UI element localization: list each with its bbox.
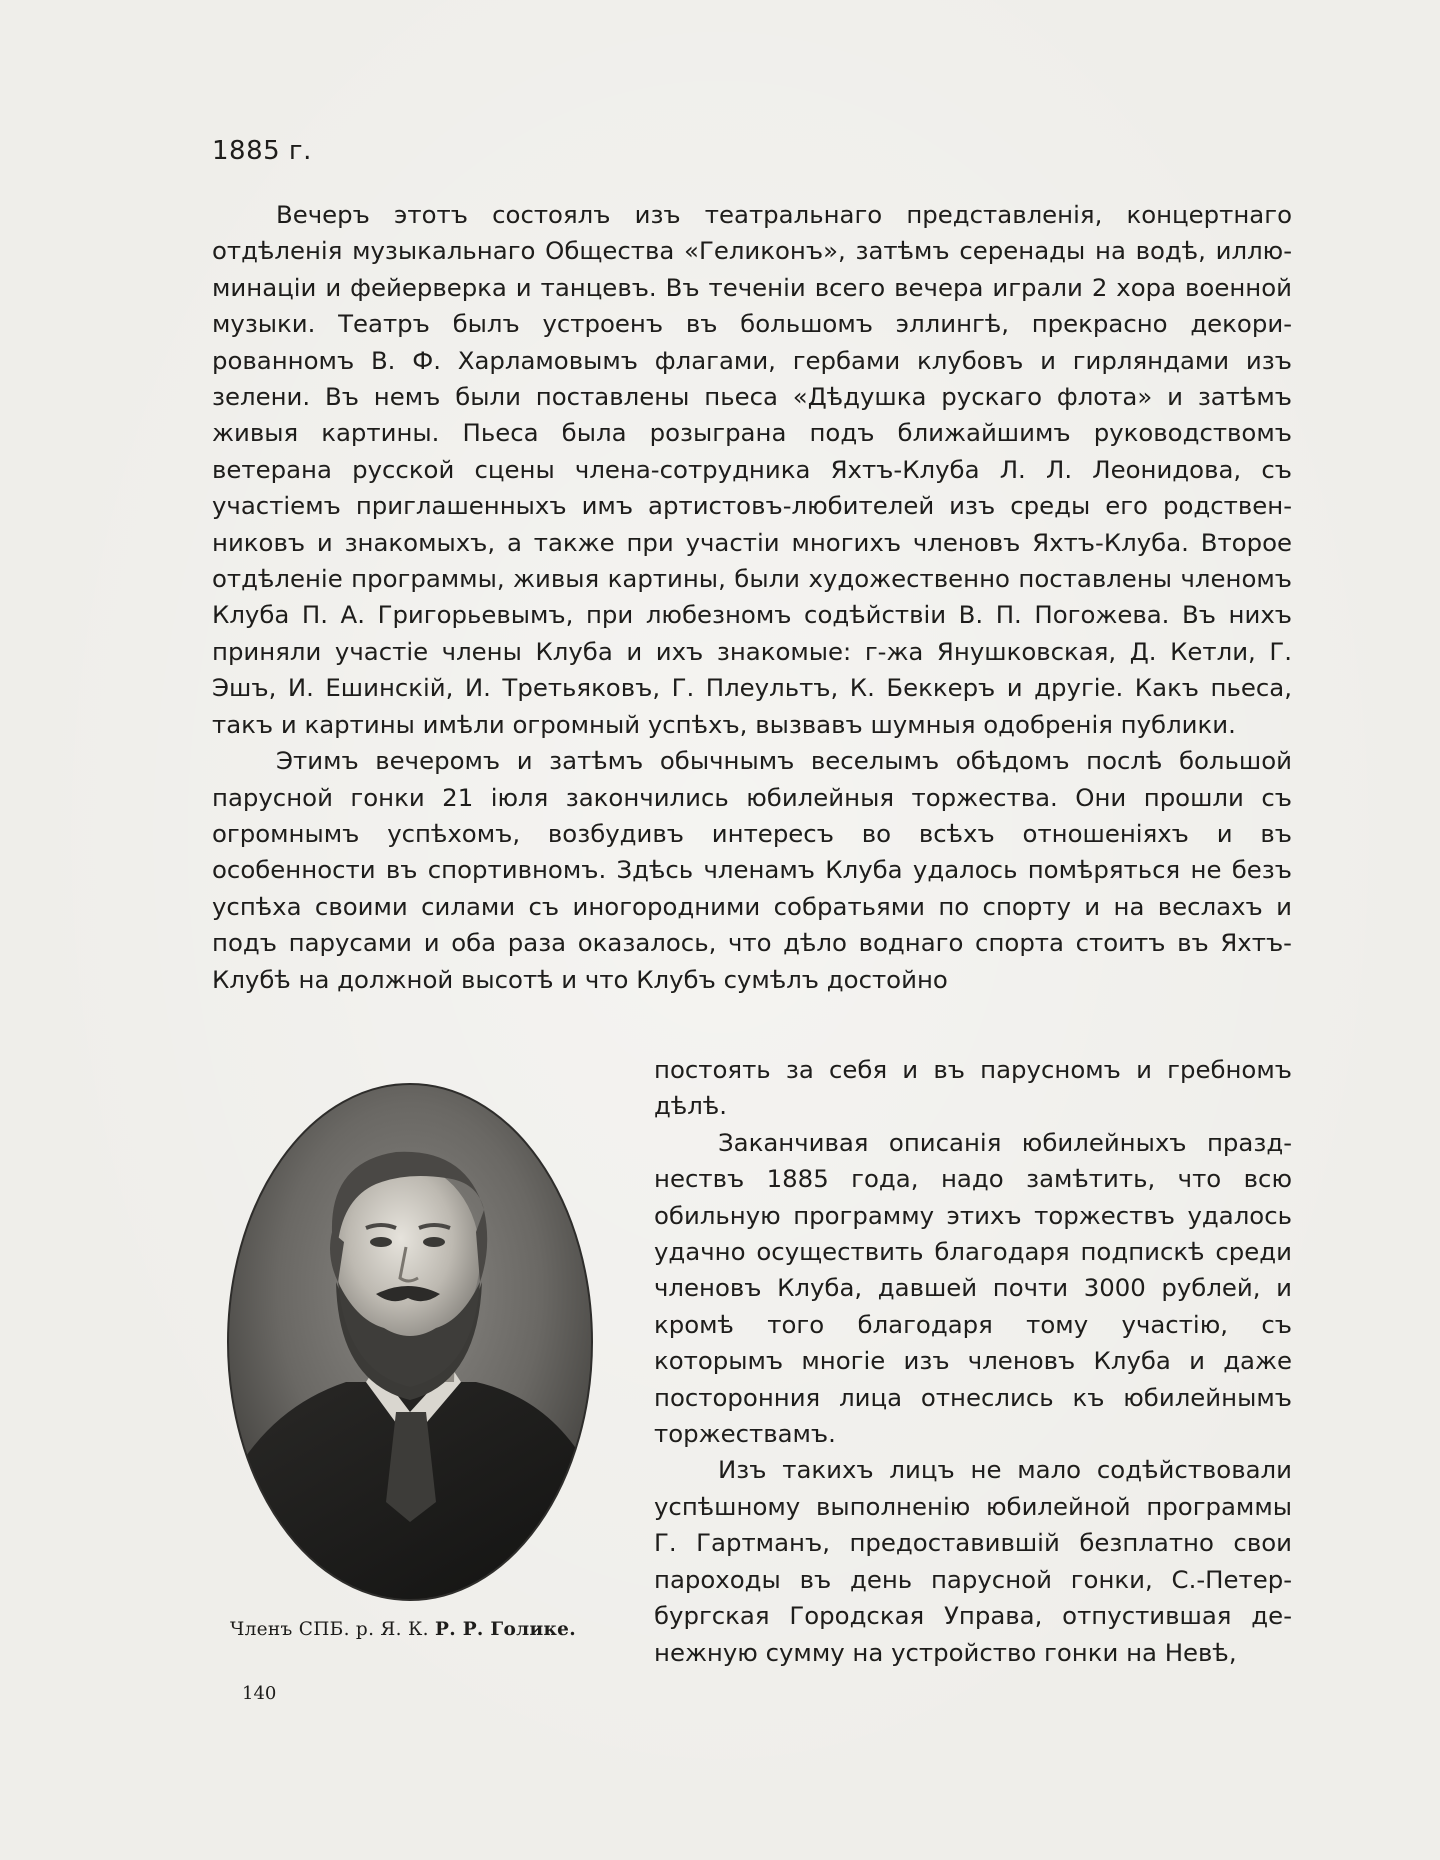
caption-name: Р. Р. Голике. xyxy=(435,1619,576,1640)
portrait-photo xyxy=(226,1082,594,1602)
paragraph-3: Заканчивая описанія юбилейныхъ празднествъ 1885 года, надо замѣтить, что всю обильную программу этихъ торжествъ удалось удачно осуществить благодаря подпискѣ среди членовъ Клуба, давшей почти 3000 рублей, и кромѣ того благодаря тому участію, съ которымъ многіе изъ членовъ Клуба и даже посторонния лица отнеслись къ юбилейнымъ торжествамъ. xyxy=(654,1127,1292,1449)
paragraph-4: Изъ такихъ лицъ не мало содѣйствовали успѣшному выполненію юбилейной программы Г. Гартманъ, предоставившій безплатно свои пароходы въ день парусной гонки, С.-Петербургская Городская Управа, отпустившая денежную сумму на устройство гонки на Невѣ, xyxy=(654,1455,1292,1667)
paragraph-1: Вечеръ этотъ состоялъ изъ театральнаго представленія, концертнаго отдѣленія музыкальнаго Общества «Геликонъ», затѣмъ серенады на водѣ, иллюминаціи и фейерверка и танцевъ. Въ теченіи всего вечера играли 2 хора военной музыки. Театръ былъ устроенъ въ большомъ эллингѣ, прекрасно декорированномъ В. Ф. Харламовымъ флагами, гербами клубовъ и гирляндами изъ зелени. Въ немъ были поставлены пьеса «Дѣдушка рускаго флота» и затѣмъ живыя картины. Пьеса была розыграна подъ ближайшимъ руководствомъ ветерана русской сцены члена-сотрудника Яхтъ-Клуба Л. Л. Леонидова, съ участіемъ приглашенныхъ имъ артистовъ-любителей изъ среды его родственниковъ и знакомыхъ, а также при участіи многихъ членовъ Яхтъ-Клуба. Второе отдѣленіе программы, живыя картины, были художественно поставлены членомъ Клуба П. А. Григорьевымъ, при любезномъ содѣйствіи В. П. Погожева. Въ нихъ приняли участіе члены Клуба и ихъ знакомые: г-жа Янушковская, Д. Кетли, Г. Эшъ, И. Ешинскій, И. Третьяковъ, Г. Плеультъ, К. Беккеръ и другіе. Какъ пьеса, такъ и картины имѣли огромный успѣхъ, вызвавъ шумныя одобренія публики. xyxy=(212,200,1292,739)
paragraph-2-continued: постоять за себя и въ парусномъ и гребномъ дѣлѣ. xyxy=(654,1055,1292,1121)
page-number: 140 xyxy=(242,1683,277,1704)
main-text-block xyxy=(212,197,1292,998)
portrait-caption xyxy=(230,1619,600,1640)
paragraph-2: Этимъ вечеромъ и затѣмъ обычнымъ веселымъ обѣдомъ послѣ большой парусной гонки 21 іюля закончились юбилейныя торжества. Они прошли съ огромнымъ успѣхомъ, возбудивъ интересъ во всѣхъ отношеніяхъ и въ особенности въ спортивномъ. Здѣсь членамъ Клуба удалось помѣряться не безъ успѣха своими силами съ иногородними собратьями по спорту и на веслахъ и подъ парусами и оба раза оказалось, что дѣло воднаго спорта стоитъ въ Яхтъ-Клубѣ на должной высотѣ и что Клубъ сумѣлъ достойно xyxy=(212,746,1292,994)
side-text-block xyxy=(654,1052,1292,1671)
portrait-image xyxy=(226,1082,594,1602)
caption-prefix: Членъ СПБ. р. Я. К. xyxy=(230,1619,429,1640)
year-heading: 1885 г. xyxy=(212,136,312,166)
